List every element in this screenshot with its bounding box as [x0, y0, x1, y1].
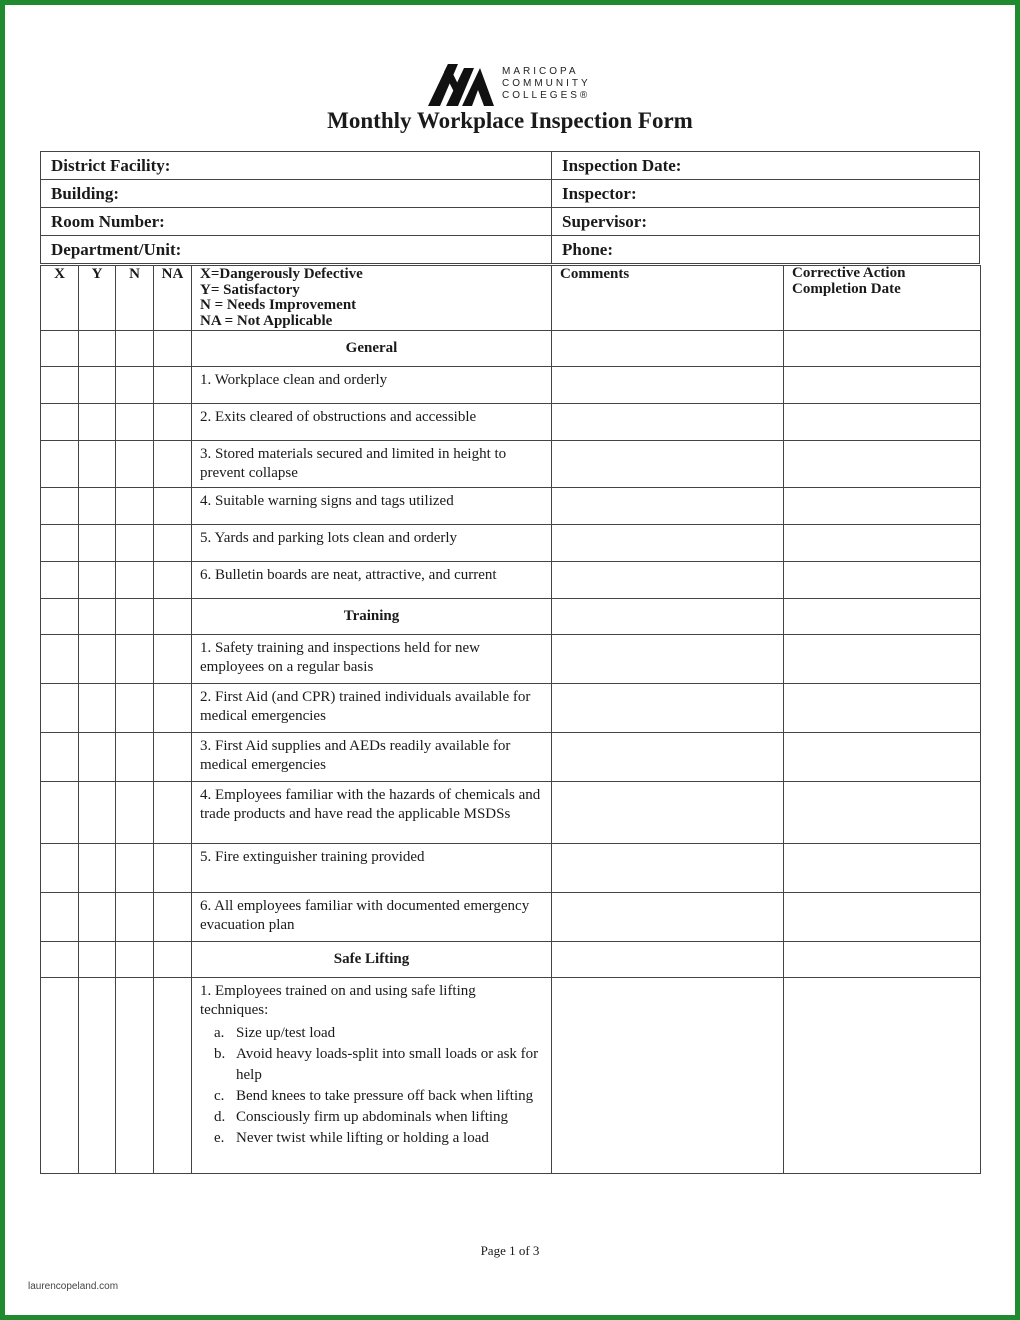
checklist-item: 1. Safety training and inspections held for new employees on a regular basis	[192, 635, 552, 684]
checklist-item: 6. Bulletin boards are neat, attractive, and current	[192, 562, 552, 599]
check-n[interactable]	[116, 488, 154, 525]
sub-item-letter: c.	[214, 1088, 225, 1104]
checklist-item: 1. Workplace clean and orderly	[192, 367, 552, 404]
supervisor-field[interactable]: Supervisor:	[552, 208, 980, 236]
check-x[interactable]	[41, 782, 79, 844]
legend-n: N = Needs Improvement	[200, 297, 357, 313]
check-x[interactable]	[41, 367, 79, 404]
check-na[interactable]	[154, 978, 192, 1174]
check-y[interactable]	[79, 599, 116, 635]
checklist-row	[41, 562, 981, 599]
check-n[interactable]	[116, 331, 154, 367]
checklist-item: 5. Fire extinguisher training provided	[192, 844, 552, 893]
sub-item	[200, 1107, 543, 1128]
inspector-field[interactable]: Inspector:	[552, 180, 980, 208]
check-x[interactable]	[41, 942, 79, 978]
check-na[interactable]	[154, 525, 192, 562]
comment-cell[interactable]	[552, 635, 784, 684]
comment-cell[interactable]	[552, 782, 784, 844]
checklist-row	[41, 441, 981, 488]
corrective-line-1: Corrective Action	[792, 265, 906, 281]
check-na[interactable]	[154, 562, 192, 599]
inspection-date-field[interactable]: Inspection Date:	[552, 152, 980, 180]
inspection-checklist	[40, 265, 981, 1174]
checklist-row	[41, 404, 981, 441]
check-n[interactable]	[116, 404, 154, 441]
sub-item	[200, 1128, 543, 1149]
logo-wordmark	[502, 66, 591, 102]
check-y[interactable]	[79, 404, 116, 441]
comment-cell[interactable]	[552, 441, 784, 488]
sub-item	[200, 1086, 543, 1107]
check-y[interactable]	[79, 844, 116, 893]
completion-cell[interactable]	[784, 367, 981, 404]
check-x[interactable]	[41, 978, 79, 1174]
check-x[interactable]	[41, 488, 79, 525]
check-y[interactable]	[79, 782, 116, 844]
comment-cell[interactable]	[552, 599, 784, 635]
sub-item-text: Bend knees to take pressure off back when lifting	[236, 1088, 534, 1104]
checklist-row	[41, 684, 981, 733]
completion-cell[interactable]	[784, 331, 981, 367]
section-title: Training	[192, 599, 552, 635]
check-y[interactable]	[79, 893, 116, 942]
completion-cell[interactable]	[784, 635, 981, 684]
form-title: Monthly Workplace Inspection Form	[327, 108, 693, 133]
check-x[interactable]	[41, 441, 79, 488]
comment-cell[interactable]	[552, 978, 784, 1174]
completion-cell[interactable]	[784, 525, 981, 562]
checklist-row	[41, 782, 981, 844]
page-number: Page 1 of 3	[480, 1243, 540, 1258]
check-na[interactable]	[154, 404, 192, 441]
checklist-row	[41, 893, 981, 942]
checklist-item	[192, 978, 552, 1174]
logo-line-1: MARICOPA	[502, 66, 579, 77]
col-x: X	[41, 266, 79, 331]
col-comments: Comments	[552, 266, 784, 331]
sub-item-text: Avoid heavy loads-split into small loads or ask for help	[236, 1046, 539, 1083]
completion-cell[interactable]	[784, 684, 981, 733]
check-y[interactable]	[79, 562, 116, 599]
sub-item-text: Never twist while lifting or holding a load	[236, 1130, 489, 1146]
check-x[interactable]	[41, 525, 79, 562]
check-y[interactable]	[79, 525, 116, 562]
check-na[interactable]	[154, 331, 192, 367]
check-na[interactable]	[154, 733, 192, 782]
comment-cell[interactable]	[552, 404, 784, 441]
check-n[interactable]	[116, 893, 154, 942]
sub-item-letter: d.	[214, 1109, 226, 1125]
checklist-row	[41, 525, 981, 562]
check-na[interactable]	[154, 844, 192, 893]
check-y[interactable]	[79, 488, 116, 525]
checklist-item: 2. First Aid (and CPR) trained individuals available for medical emergencies	[192, 684, 552, 733]
col-n: N	[116, 266, 154, 331]
completion-cell[interactable]	[784, 893, 981, 942]
section-title: Safe Lifting	[192, 942, 552, 978]
checklist-item: 3. Stored materials secured and limited in height to prevent collapse	[192, 441, 552, 488]
check-na[interactable]	[154, 367, 192, 404]
column-header-row	[41, 266, 981, 331]
checklist-item: 5. Yards and parking lots clean and orderly	[192, 525, 552, 562]
check-y[interactable]	[79, 441, 116, 488]
check-y[interactable]	[79, 978, 116, 1174]
comment-cell[interactable]	[552, 684, 784, 733]
check-n[interactable]	[116, 844, 154, 893]
checklist-row	[41, 733, 981, 782]
form-header-fields	[40, 151, 980, 264]
comment-cell[interactable]	[552, 562, 784, 599]
checklist-row	[41, 844, 981, 893]
corrective-line-2: Completion Date	[792, 280, 901, 297]
checklist-row	[41, 488, 981, 525]
check-na[interactable]	[154, 782, 192, 844]
checklist-item: 6. All employees familiar with documented emergency evacuation plan	[192, 893, 552, 942]
check-x[interactable]	[41, 684, 79, 733]
watermark: laurencopeland.com	[28, 1281, 119, 1292]
sub-item	[200, 1023, 543, 1044]
check-na[interactable]	[154, 441, 192, 488]
check-x[interactable]	[41, 893, 79, 942]
sub-item-text: Consciously firm up abdominals when lifting	[236, 1109, 509, 1125]
check-y[interactable]	[79, 942, 116, 978]
sub-item-letter: a.	[214, 1025, 225, 1041]
maricopa-logo-icon	[428, 60, 496, 108]
sub-item-letter: b.	[214, 1046, 226, 1062]
section-row-training	[41, 599, 981, 635]
check-na[interactable]	[154, 893, 192, 942]
check-na[interactable]	[154, 684, 192, 733]
legend-y: Y= Satisfactory	[200, 281, 300, 298]
department-unit-field[interactable]: Department/Unit:	[41, 236, 552, 264]
checklist-row	[41, 978, 981, 1174]
rating-legend	[192, 266, 552, 331]
legend-x: X=Dangerously Defective	[200, 266, 363, 282]
district-facility-field[interactable]: District Facility:	[41, 152, 552, 180]
check-x[interactable]	[41, 599, 79, 635]
checklist-row	[41, 635, 981, 684]
check-n[interactable]	[116, 733, 154, 782]
comment-cell[interactable]	[552, 331, 784, 367]
room-number-field[interactable]: Room Number:	[41, 208, 552, 236]
college-logo	[428, 60, 598, 110]
checklist-item: 4. Employees familiar with the hazards of chemicals and trade products and have read the applicable MSDSs	[192, 782, 552, 844]
check-n[interactable]	[116, 562, 154, 599]
check-n[interactable]	[116, 978, 154, 1174]
phone-field[interactable]: Phone:	[552, 236, 980, 264]
item-intro: 1. Employees trained on and using safe lifting techniques:	[200, 983, 476, 1018]
check-n[interactable]	[116, 599, 154, 635]
logo-line-3: COLLEGES®	[502, 90, 591, 101]
check-y[interactable]	[79, 733, 116, 782]
check-x[interactable]	[41, 404, 79, 441]
col-corrective-action	[784, 266, 981, 331]
completion-cell[interactable]	[784, 782, 981, 844]
completion-cell[interactable]	[784, 942, 981, 978]
completion-cell[interactable]	[784, 562, 981, 599]
legend-na: NA = Not Applicable	[200, 312, 333, 329]
col-na: NA	[154, 266, 192, 331]
check-n[interactable]	[116, 525, 154, 562]
completion-cell[interactable]	[784, 844, 981, 893]
check-y[interactable]	[79, 367, 116, 404]
check-x[interactable]	[41, 844, 79, 893]
section-row-general	[41, 331, 981, 367]
check-n[interactable]	[116, 942, 154, 978]
check-na[interactable]	[154, 942, 192, 978]
comment-cell[interactable]	[552, 733, 784, 782]
completion-cell[interactable]	[784, 599, 981, 635]
col-y: Y	[79, 266, 116, 331]
check-n[interactable]	[116, 684, 154, 733]
section-row-safe-lifting	[41, 942, 981, 978]
checklist-row	[41, 367, 981, 404]
comment-cell[interactable]	[552, 893, 784, 942]
logo-line-2: COMMUNITY	[502, 78, 591, 89]
check-na[interactable]	[154, 488, 192, 525]
sub-item-text: Size up/test load	[236, 1025, 336, 1041]
completion-cell[interactable]	[784, 733, 981, 782]
checklist-item: 2. Exits cleared of obstructions and accessible	[192, 404, 552, 441]
comment-cell[interactable]	[552, 488, 784, 525]
sub-item-letter: e.	[214, 1130, 225, 1146]
check-x[interactable]	[41, 733, 79, 782]
comment-cell[interactable]	[552, 367, 784, 404]
check-n[interactable]	[116, 367, 154, 404]
check-x[interactable]	[41, 562, 79, 599]
check-y[interactable]	[79, 331, 116, 367]
completion-cell[interactable]	[784, 488, 981, 525]
check-na[interactable]	[154, 635, 192, 684]
building-field[interactable]: Building:	[41, 180, 552, 208]
check-x[interactable]	[41, 331, 79, 367]
checklist-item: 3. First Aid supplies and AEDs readily available for medical emergencies	[192, 733, 552, 782]
check-y[interactable]	[79, 684, 116, 733]
check-n[interactable]	[116, 782, 154, 844]
completion-cell[interactable]	[784, 978, 981, 1174]
comment-cell[interactable]	[552, 525, 784, 562]
section-title: General	[192, 331, 552, 367]
comment-cell[interactable]	[552, 844, 784, 893]
checklist-item: 4. Suitable warning signs and tags utilized	[192, 488, 552, 525]
sub-item	[200, 1044, 543, 1086]
comment-cell[interactable]	[552, 942, 784, 978]
check-n[interactable]	[116, 441, 154, 488]
check-y[interactable]	[79, 635, 116, 684]
completion-cell[interactable]	[784, 404, 981, 441]
check-na[interactable]	[154, 599, 192, 635]
check-x[interactable]	[41, 635, 79, 684]
check-n[interactable]	[116, 635, 154, 684]
completion-cell[interactable]	[784, 441, 981, 488]
